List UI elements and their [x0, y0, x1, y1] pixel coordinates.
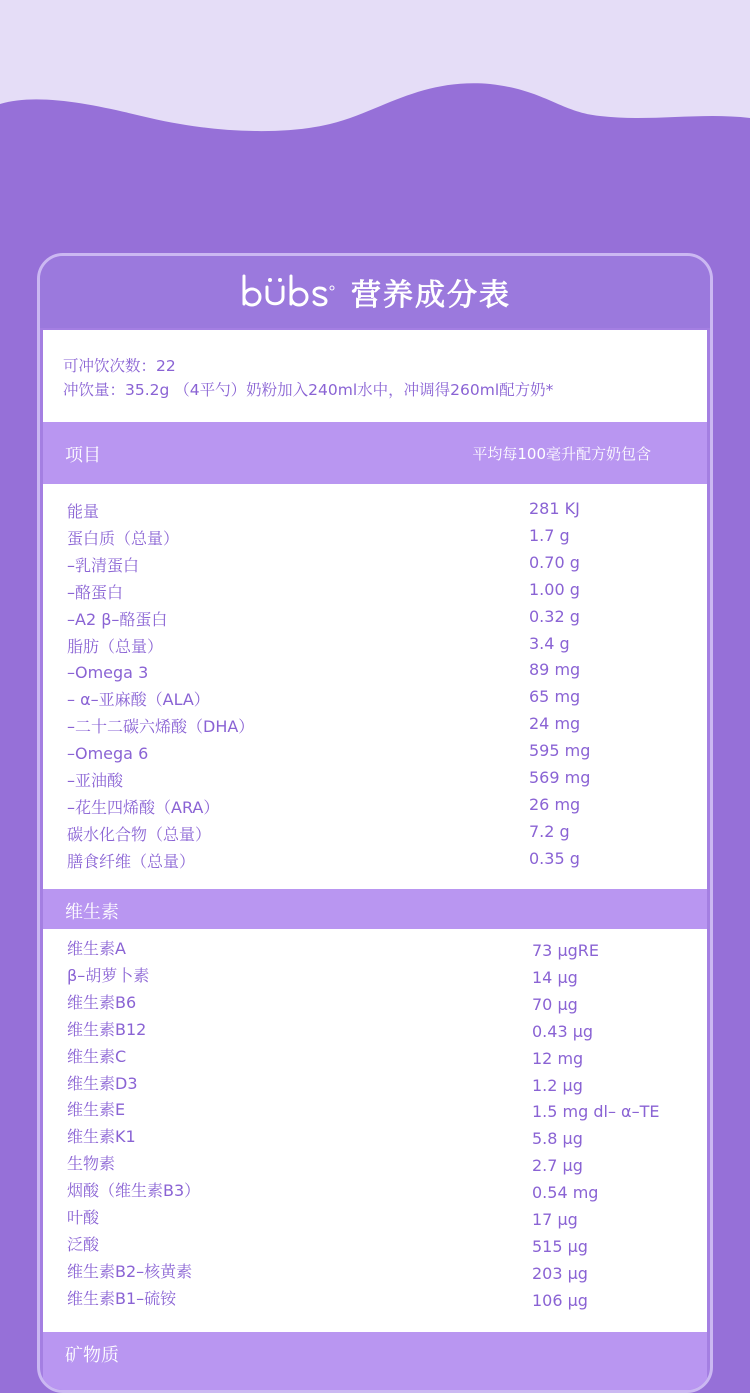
row-label: 维生素E	[67, 1100, 126, 1120]
row-label: 蛋白质（总量）	[67, 528, 180, 548]
row-label: 维生素A	[67, 939, 126, 958]
vitamins-title: 维生素	[65, 902, 119, 923]
row-label: –二十二碳六烯酸（DHA）	[67, 717, 255, 737]
row-label: –花生四烯酸（ARA）	[67, 797, 220, 817]
row-label: –亚油酸	[67, 771, 124, 790]
nutrients-panel	[43, 484, 707, 889]
minerals-band	[43, 1332, 707, 1393]
row-label: β–胡萝卜素	[67, 965, 150, 985]
row-label: 烟酸（维生素B3）	[67, 1181, 201, 1201]
row-value: 73 μgRE	[532, 941, 600, 960]
row-value: 0.54 mg	[532, 1183, 599, 1203]
minerals-title: 矿物质	[65, 1345, 119, 1366]
row-label: 维生素B6	[67, 992, 137, 1012]
top-wave-decoration	[0, 0, 750, 140]
vitamins-panel	[43, 929, 707, 1332]
row-label: 维生素B1–硫铵	[67, 1288, 177, 1308]
row-label: –A2 β–酪蛋白	[67, 609, 168, 629]
card-title: 营养成分表	[351, 278, 511, 313]
row-label: 维生素B12	[67, 1019, 147, 1039]
row-value: 70 μg	[532, 994, 578, 1014]
row-label: 泛酸	[67, 1234, 100, 1254]
row-label: –Omega 6	[67, 744, 149, 764]
row-value: 1.7 g	[529, 525, 570, 545]
row-value: 0.43 μg	[532, 1021, 594, 1041]
row-value: 14 μg	[532, 967, 578, 987]
servings-text: 可冲饮次数：22	[63, 357, 176, 375]
row-label: 能量	[67, 502, 100, 521]
row-value: 203 μg	[532, 1263, 588, 1283]
row-value: 1.00 g	[529, 579, 580, 599]
row-value: 3.4 g	[529, 633, 570, 653]
row-label: 生物素	[67, 1154, 116, 1174]
row-value: 26 mg	[529, 794, 581, 814]
row-label: 叶酸	[67, 1208, 100, 1227]
row-value: 281 KJ	[529, 499, 580, 518]
row-label: 膳食纤维（总量）	[67, 851, 196, 871]
row-label: 维生素D3	[67, 1073, 138, 1093]
table-header-band	[43, 422, 707, 484]
nutrition-card	[37, 253, 713, 1393]
row-label: –乳清蛋白	[67, 555, 140, 575]
row-value: 1.2 μg	[532, 1075, 583, 1095]
row-label: –Omega 3	[67, 663, 149, 683]
row-value: 65 mg	[529, 687, 581, 707]
row-value: 5.8 μg	[532, 1129, 583, 1149]
row-value: 7.2 g	[529, 821, 570, 841]
item-column-header: 项目	[65, 445, 101, 466]
value-column-header: 平均每100毫升配方奶包含	[472, 445, 651, 463]
bubs-logo	[239, 267, 337, 317]
row-value: 106 μg	[532, 1290, 588, 1310]
bubs-logo-mark	[239, 270, 337, 314]
row-value: 24 mg	[529, 714, 581, 734]
row-value: 0.70 g	[529, 552, 580, 572]
row-value: 569 mg	[529, 768, 591, 787]
row-value: 595 mg	[529, 741, 591, 761]
instructions-text: 冲饮量：35.2g （4平勺）奶粉加入240ml水中，冲调得260ml配方奶*	[63, 381, 554, 399]
row-value: 89 mg	[529, 660, 581, 680]
row-label: 维生素C	[67, 1046, 127, 1066]
row-value: 1.5 mg dl– α–TE	[532, 1102, 660, 1122]
row-value: 2.7 μg	[532, 1156, 583, 1176]
vitamins-band	[43, 889, 707, 929]
intro-panel	[43, 330, 707, 422]
row-value: 515 μg	[532, 1236, 588, 1256]
row-label: –酪蛋白	[67, 582, 124, 602]
row-value: 0.32 g	[529, 606, 580, 626]
row-value: 12 mg	[532, 1048, 584, 1068]
row-value: 0.35 g	[529, 848, 580, 868]
row-label: 脂肪（总量）	[67, 636, 164, 656]
row-label: 碳水化合物（总量）	[67, 824, 212, 844]
row-label: 维生素B2–核黄素	[67, 1261, 193, 1281]
row-label: 维生素K1	[67, 1127, 136, 1147]
row-value: 17 μg	[532, 1210, 578, 1229]
row-label: – α–亚麻酸（ALA）	[67, 690, 210, 710]
card-header	[40, 256, 710, 328]
